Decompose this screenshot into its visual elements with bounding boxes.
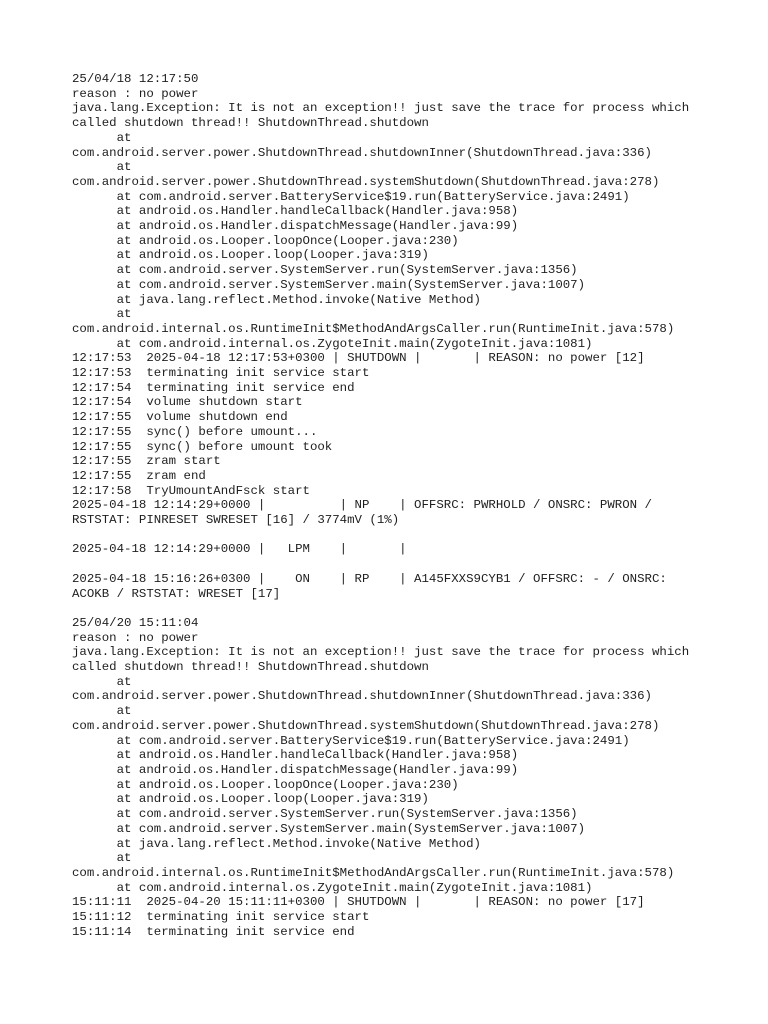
- log-line: 12:17:54 volume shutdown start: [72, 395, 303, 410]
- log-line: called shutdown thread!! ShutdownThread.shutdown: [72, 660, 429, 675]
- log-line: at java.lang.reflect.Method.invoke(Native Method): [72, 836, 481, 851]
- log-line: at android.os.Looper.loop(Looper.java:319): [72, 792, 429, 807]
- log-line: at com.android.server.SystemServer.main(SystemServer.java:1007): [72, 277, 586, 292]
- log-line: com.android.internal.os.RuntimeInit$MethodAndArgsCaller.run(RuntimeInit.java:578): [72, 865, 675, 880]
- log-line: at: [72, 674, 132, 689]
- log-line: [72, 601, 762, 616]
- log-line: [72, 557, 762, 572]
- log-line: 15:11:11 2025-04-20 15:11:11+0300 | SHUTDOWN | | REASON: no power [17]: [72, 895, 645, 910]
- log-line: com.android.internal.os.RuntimeInit$MethodAndArgsCaller.run(RuntimeInit.java:578): [72, 321, 675, 336]
- log-line: 12:17:53 2025-04-18 12:17:53+0300 | SHUTDOWN | | REASON: no power [12]: [72, 351, 645, 366]
- log-line: at android.os.Handler.handleCallback(Handler.java:958): [72, 204, 519, 219]
- log-line: called shutdown thread!! ShutdownThread.shutdown: [72, 116, 429, 131]
- log-line: 12:17:53 terminating init service start: [72, 366, 370, 381]
- log-line: 12:17:55 sync() before umount took: [72, 439, 333, 454]
- log-line: at com.android.server.BatteryService$19.run(BatteryService.java:2491): [72, 733, 630, 748]
- log-line: com.android.server.power.ShutdownThread.shutdownInner(ShutdownThread.java:336): [72, 145, 652, 160]
- log-line: 12:17:55 zram start: [72, 454, 221, 469]
- log-line: at android.os.Looper.loopOnce(Looper.java:230): [72, 777, 459, 792]
- log-line: at: [72, 851, 132, 866]
- log-line: at com.android.server.BatteryService$19.run(BatteryService.java:2491): [72, 189, 630, 204]
- log-line: 12:17:55 volume shutdown end: [72, 410, 288, 425]
- log-line: reason : no power: [72, 630, 199, 645]
- log-line: java.lang.Exception: It is not an exception!! just save the trace for process which: [72, 101, 690, 116]
- log-line: 25/04/18 12:17:50: [72, 72, 199, 86]
- log-line: 2025-04-18 15:16:26+0300 | ON | RP | A145FXXS9CYB1 / OFFSRC: - / ONSRC:: [72, 571, 667, 586]
- log-line: java.lang.Exception: It is not an exception!! just save the trace for process which: [72, 645, 690, 660]
- log-line: at com.android.server.SystemServer.run(SystemServer.java:1356): [72, 807, 578, 822]
- log-line: 12:17:54 terminating init service end: [72, 380, 355, 395]
- log-line: at: [72, 160, 132, 175]
- log-line: at com.android.internal.os.ZygoteInit.main(ZygoteInit.java:1081): [72, 880, 593, 895]
- log-line: at android.os.Handler.dispatchMessage(Handler.java:99): [72, 219, 519, 234]
- log-line: at android.os.Looper.loopOnce(Looper.java:230): [72, 233, 459, 248]
- log-line: com.android.server.power.ShutdownThread.shutdownInner(ShutdownThread.java:336): [72, 689, 652, 704]
- log-line: at: [72, 704, 132, 719]
- log-line: [72, 528, 762, 543]
- log-line: RSTSTAT: PINRESET SWRESET [16] / 3774mV (1%): [72, 513, 400, 528]
- log-line: 2025-04-18 12:14:29+0000 | LPM | |: [72, 542, 407, 557]
- log-line: at com.android.internal.os.ZygoteInit.main(ZygoteInit.java:1081): [72, 336, 593, 351]
- log-line: at: [72, 130, 132, 145]
- log-line: reason : no power: [72, 86, 199, 101]
- log-line: 15:11:12 terminating init service start: [72, 910, 370, 925]
- log-line: ACOKB / RSTSTAT: WRESET [17]: [72, 586, 281, 601]
- log-line: 12:17:55 zram end: [72, 468, 206, 483]
- log-document: [72, 72, 762, 939]
- log-line: at com.android.server.SystemServer.run(SystemServer.java:1356): [72, 263, 578, 278]
- log-line: 2025-04-18 12:14:29+0000 | | NP | OFFSRC: PWRHOLD / ONSRC: PWRON /: [72, 498, 652, 513]
- log-line: at: [72, 307, 132, 322]
- log-line: com.android.server.power.ShutdownThread.systemShutdown(ShutdownThread.java:278): [72, 718, 660, 733]
- log-line: at android.os.Looper.loop(Looper.java:319): [72, 248, 429, 263]
- log-line: 15:11:14 terminating init service end: [72, 924, 355, 939]
- log-line: at android.os.Handler.handleCallback(Handler.java:958): [72, 748, 519, 763]
- log-line: at com.android.server.SystemServer.main(SystemServer.java:1007): [72, 821, 586, 836]
- log-line: com.android.server.power.ShutdownThread.systemShutdown(ShutdownThread.java:278): [72, 174, 660, 189]
- log-line: 25/04/20 15:11:04: [72, 615, 199, 630]
- log-line: at java.lang.reflect.Method.invoke(Native Method): [72, 292, 481, 307]
- log-line: 12:17:58 TryUmountAndFsck start: [72, 483, 310, 498]
- log-line: 12:17:55 sync() before umount...: [72, 424, 318, 439]
- log-line: at android.os.Handler.dispatchMessage(Handler.java:99): [72, 763, 519, 777]
